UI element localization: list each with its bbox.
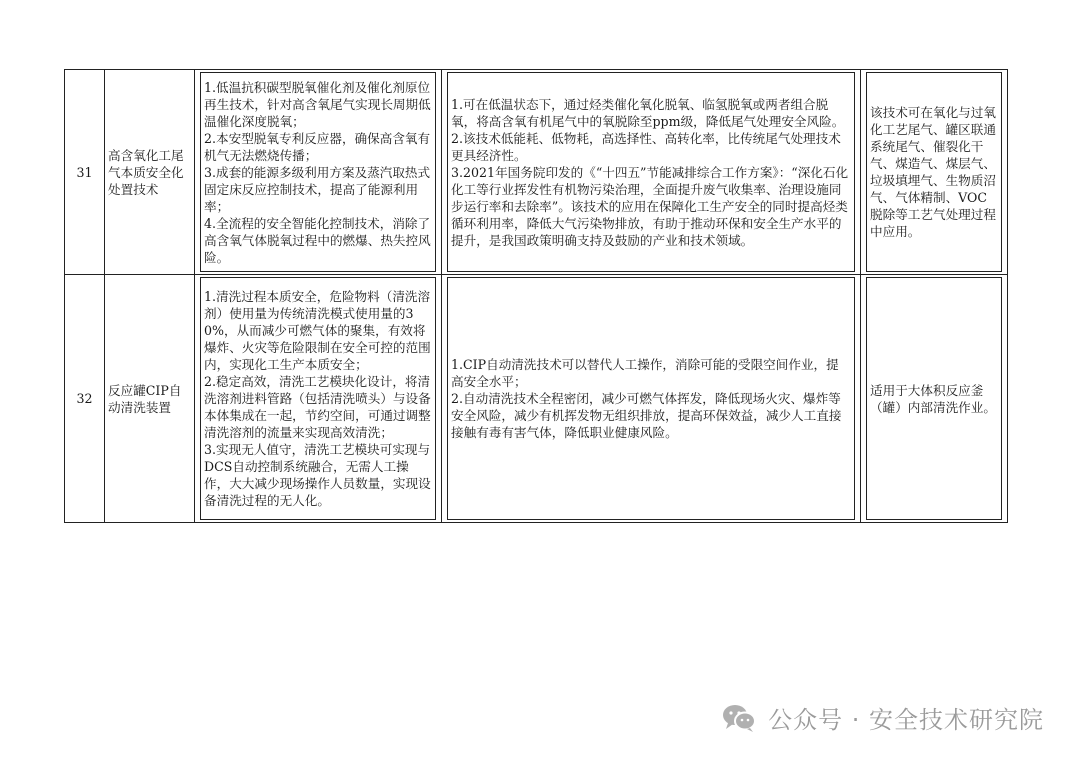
table-row xyxy=(65,275,1008,523)
watermark xyxy=(722,700,1044,735)
technology-name: 高含氧化工尾气本质安全化处置技术 xyxy=(105,70,195,275)
content-item: 2.本安型脱氧专利反应器，确保高含氧有机气无法燃烧传播； xyxy=(204,130,431,163)
content-item: 2.稳定高效，清洗工艺模块化设计，将清洗溶剂进料管路（包括清洗喷头）与设备本体集成在一起，节约空间，可通过调整清洗溶剂的流量来实现高效清洗； xyxy=(204,374,431,440)
content-item: 3.实现无人值守，清洗工艺模块可实现与DCS自动控制系统融合，无需人工操作，大大减少现场操作人员数量，实现设备清洗过程的无人化。 xyxy=(204,442,431,508)
row-number: 32 xyxy=(65,275,105,523)
technology-content-cell xyxy=(195,70,442,275)
row-number: 31 xyxy=(65,70,105,275)
technology-table xyxy=(64,69,1008,523)
advantage-item: 2.该技术低能耗、低物耗，高选择性、高转化率，比传统尾气处理技术更具经济性。 xyxy=(451,130,841,163)
advantage-item: 1.CIP自动清洗技术可以替代人工操作，消除可能的受限空间作业，提高安全水平； xyxy=(451,357,839,389)
technology-name: 反应罐CIP自动清洗装置 xyxy=(105,275,195,523)
application-scope: 适用于大体积反应釜（罐）内部清洗作业。 xyxy=(870,382,996,415)
table-row xyxy=(65,70,1008,275)
watermark-text: 公众号 · 安全技术研究院 xyxy=(768,706,1044,734)
technology-content-cell xyxy=(195,275,442,523)
content-item: 1.清洗过程本质安全，危险物料（清洗溶剂）使用量为传统清洗模式使用量的30%，从而减少可燃气体的聚集，有效将爆炸、火灾等危险限制在安全可控的范围内，实现化工生产本质安全； xyxy=(204,289,431,372)
content-item: 1.低温抗积碳型脱氧催化剂及催化剂原位再生技术，针对高含氧尾气实现长周期低温催化深度脱氧； xyxy=(204,79,431,129)
application-scope-cell xyxy=(861,70,1008,275)
technology-advantages-cell xyxy=(442,70,861,275)
wechat-icon xyxy=(722,703,756,733)
application-scope-cell xyxy=(861,275,1008,523)
content-item: 4.全流程的安全智能化控制技术，消除了高含氧气体脱氧过程中的燃爆、热失控风险。 xyxy=(204,215,431,265)
advantage-item: 2.自动清洗技术全程密闭，减少可燃气体挥发，降低现场火灾、爆炸等安全风险，减少有机挥发物无组织排放，提高环保效益，减少人工直接接触有毒有害气体，降低职业健康风险。 xyxy=(451,391,842,440)
advantage-item: 1.可在低温状态下，通过烃类催化氧化脱氧、临氢脱氧或两者组合脱氧，将高含氧有机尾气中的氧脱除至ppm级，降低尾气处理安全风险。 xyxy=(451,96,845,129)
application-scope: 该技术可在氧化与过氧化工艺尾气、罐区联通系统尾气、催裂化干气、煤造气、煤层气、垃圾填埋气、生物质沼气、气体精制、VOC脱除等工艺气处理过程中应用。 xyxy=(870,105,996,239)
content-item: 3.成套的能源多级利用方案及蒸汽取热式固定床反应控制技术，提高了能源利用率； xyxy=(204,164,431,214)
technology-advantages-cell xyxy=(442,275,861,523)
advantage-item: 3.2021年国务院印发的《“十四五”节能减排综合工作方案》：“深化石化化工等行业挥发性有机物污染治理，全面提升废气收集率、治理设施同步运行率和去除率”。该技术的应用在保障化工生产安全的同时提高烃类循环利用率，降低大气污染物排放，有助于推动环保和安全生产水平的提升，是我国政策明确支持及鼓励的产业和技术领域。 xyxy=(451,164,849,248)
